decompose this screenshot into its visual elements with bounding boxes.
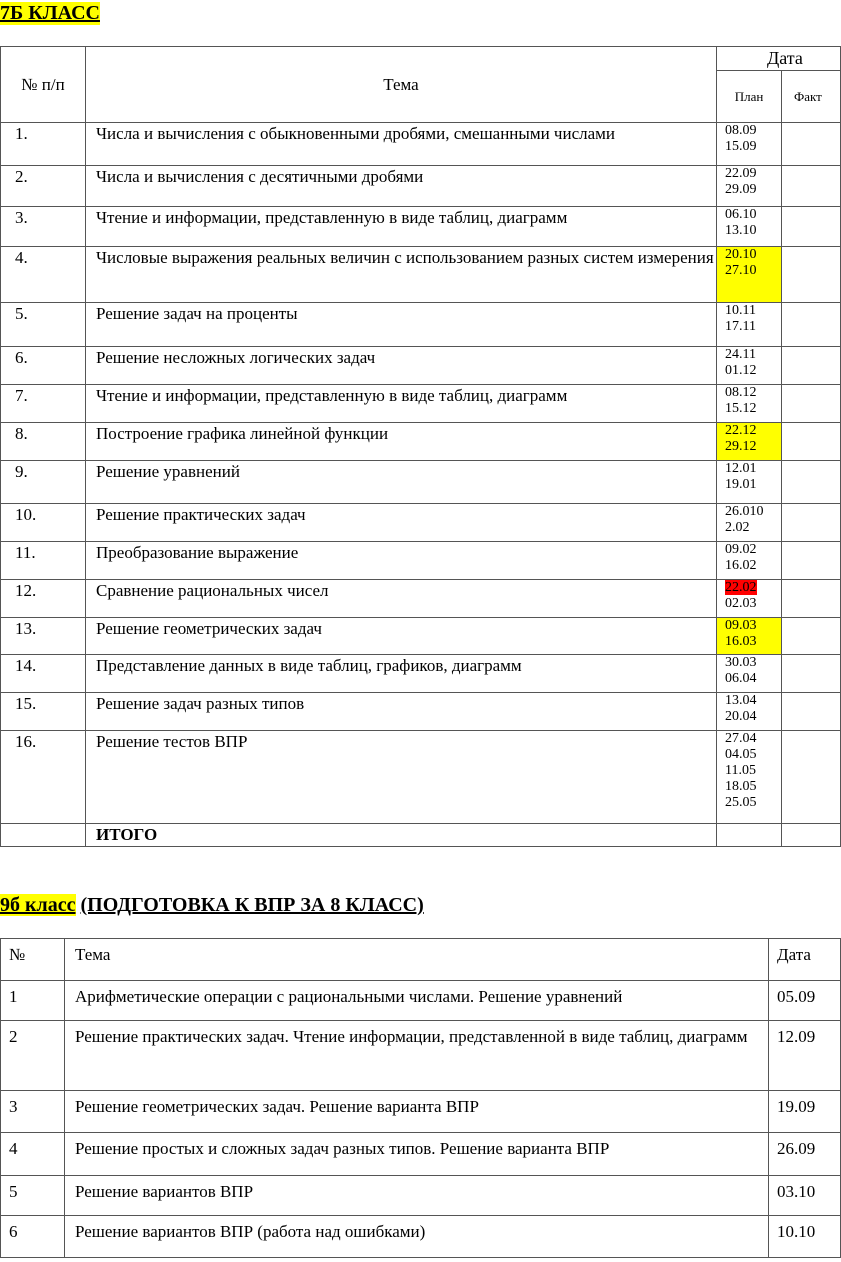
row-plan [717,423,782,461]
plan-date: 12.01 [725,461,757,476]
row-topic: Решение уравнений [86,461,717,504]
row-topic: Решение задач разных типов [86,693,717,731]
header-topic: Тема [86,47,717,123]
row-num: 5. [1,303,86,347]
row-topic: Решение несложных логических задач [86,347,717,385]
row-plan [717,731,782,824]
table-row [1,1133,841,1176]
row-date: 26.09 [769,1133,841,1176]
plan-date: 08.09 [725,123,757,138]
table-row [1,1216,841,1258]
total-fact [782,824,841,847]
row-num: 6. [1,347,86,385]
table-row [1,731,841,824]
row-num: 11. [1,542,86,580]
plan-date: 08.12 [725,385,757,400]
table-row [1,1021,841,1091]
header-fact: Факт [782,71,841,123]
plan-date: 2.02 [725,520,750,535]
table-row [1,123,841,166]
row-num: 8. [1,423,86,461]
plan-date: 19.01 [725,477,757,492]
row-plan [717,385,782,423]
row-date: 05.09 [769,981,841,1021]
total-plan [717,824,782,847]
plan-date: 29.09 [725,182,757,197]
plan-date: 22.12 [725,423,757,438]
row-topic: Числовые выражения реальных величин с использованием разных систем измерения [86,247,717,303]
plan-date: 10.11 [725,303,756,318]
row-num: 2. [1,166,86,207]
row-plan [717,461,782,504]
plan-date: 06.04 [725,671,757,686]
row-num: 3 [1,1091,65,1133]
row-plan [717,618,782,655]
table-row [1,166,841,207]
row-fact [782,385,841,423]
schedule-table-7b [0,46,841,847]
table-row [1,542,841,580]
plan-date: 06.10 [725,207,757,222]
row-fact [782,303,841,347]
row-num: 16. [1,731,86,824]
plan-date: 22.02 [725,580,757,595]
row-topic: Решение вариантов ВПР (работа над ошибками) [65,1216,769,1258]
row-num: 10. [1,504,86,542]
row-num: 12. [1,580,86,618]
row-num: 6 [1,1216,65,1258]
row-num: 14. [1,655,86,693]
row-date: 19.09 [769,1091,841,1133]
table-row [1,207,841,247]
table-row [1,655,841,693]
table-row [1,504,841,542]
schedule-table-9b [0,938,841,1258]
plan-date: 15.12 [725,401,757,416]
section2-title-class: 9б класс [0,894,76,916]
row-date: 12.09 [769,1021,841,1091]
row-date: 03.10 [769,1176,841,1216]
plan-date: 25.05 [725,795,757,810]
row-fact [782,542,841,580]
plan-date: 02.03 [725,596,757,611]
row-topic: Решение практических задач. Чтение информации, представленной в виде таблиц, диаграмм [65,1021,769,1091]
table-row [1,1176,841,1216]
row-date: 10.10 [769,1216,841,1258]
table-row [1,347,841,385]
row-num: 2 [1,1021,65,1091]
plan-date: 04.05 [725,747,757,762]
plan-date: 13.10 [725,223,757,238]
row-plan [717,655,782,693]
table-row [1,693,841,731]
plan-date: 29.12 [725,439,757,454]
table-row [1,303,841,347]
row-topic: Построение графика линейной функции [86,423,717,461]
row-num: 3. [1,207,86,247]
row-num: 7. [1,385,86,423]
row-num: 1. [1,123,86,166]
row-plan [717,542,782,580]
table-row [1,1091,841,1133]
row-fact [782,655,841,693]
row-fact [782,618,841,655]
total-num [1,824,86,847]
row-topic: Решение простых и сложных задач разных типов. Решение варианта ВПР [65,1133,769,1176]
header-topic: Тема [65,939,769,981]
plan-date: 11.05 [725,763,756,778]
section2-title [0,894,424,917]
row-topic: Решение задач на проценты [86,303,717,347]
row-plan [717,347,782,385]
row-plan [717,580,782,618]
row-fact [782,123,841,166]
plan-date: 15.09 [725,139,757,154]
total-label: ИТОГО [86,824,717,847]
plan-date: 09.02 [725,542,757,557]
row-num: 15. [1,693,86,731]
row-topic: Решение вариантов ВПР [65,1176,769,1216]
row-topic: Арифметические операции с рациональными числами. Решение уравнений [65,981,769,1021]
header-num: № п/п [1,47,86,123]
row-fact [782,207,841,247]
row-topic: Преобразование выражение [86,542,717,580]
row-fact [782,504,841,542]
row-fact [782,347,841,385]
row-plan [717,207,782,247]
row-topic: Чтение и информации, представленную в виде таблиц, диаграмм [86,207,717,247]
row-plan [717,247,782,303]
row-plan [717,123,782,166]
row-num: 4 [1,1133,65,1176]
plan-date: 20.10 [725,247,757,262]
plan-date: 22.09 [725,166,757,181]
row-fact [782,423,841,461]
row-plan [717,693,782,731]
table-row [1,423,841,461]
row-topic: Чтение и информации, представленную в виде таблиц, диаграмм [86,385,717,423]
header-date: Дата [717,47,841,71]
plan-date: 18.05 [725,779,757,794]
row-fact [782,731,841,824]
table-row [1,461,841,504]
row-topic: Решение практических задач [86,504,717,542]
plan-date: 26.010 [725,504,764,519]
row-topic: Решение тестов ВПР [86,731,717,824]
plan-date: 16.03 [725,634,757,649]
plan-date: 16.02 [725,558,757,573]
row-topic: Представление данных в виде таблиц, графиков, диаграмм [86,655,717,693]
plan-date: 17.11 [725,319,756,334]
row-fact [782,247,841,303]
row-num: 4. [1,247,86,303]
row-plan [717,166,782,207]
row-plan [717,303,782,347]
plan-date: 24.11 [725,347,756,362]
plan-date: 27.10 [725,263,757,278]
row-fact [782,461,841,504]
plan-date: 01.12 [725,363,757,378]
row-num: 13. [1,618,86,655]
row-num: 1 [1,981,65,1021]
row-fact [782,693,841,731]
table-row [1,385,841,423]
plan-date: 30.03 [725,655,757,670]
section2-title-rest: (ПОДГОТОВКА К ВПР ЗА 8 КЛАСС) [80,894,424,916]
row-fact [782,166,841,207]
table-row [1,580,841,618]
row-fact [782,580,841,618]
plan-date: 13.04 [725,693,757,708]
section1-title: 7Б КЛАСС [0,2,100,24]
row-topic: Решение геометрических задач. Решение варианта ВПР [65,1091,769,1133]
plan-date: 09.03 [725,618,757,633]
row-num: 9. [1,461,86,504]
row-topic: Сравнение рациональных чисел [86,580,717,618]
table-row [1,981,841,1021]
plan-date: 20.04 [725,709,757,724]
header-date: Дата [769,939,841,981]
row-topic: Числа и вычисления с десятичными дробями [86,166,717,207]
table-row [1,618,841,655]
plan-date: 27.04 [725,731,757,746]
row-topic: Решение геометрических задач [86,618,717,655]
header-num: № [1,939,65,981]
row-topic: Числа и вычисления с обыкновенными дробями, смешанными числами [86,123,717,166]
row-plan [717,504,782,542]
table-row [1,247,841,303]
row-num: 5 [1,1176,65,1216]
header-plan: План [717,71,782,123]
